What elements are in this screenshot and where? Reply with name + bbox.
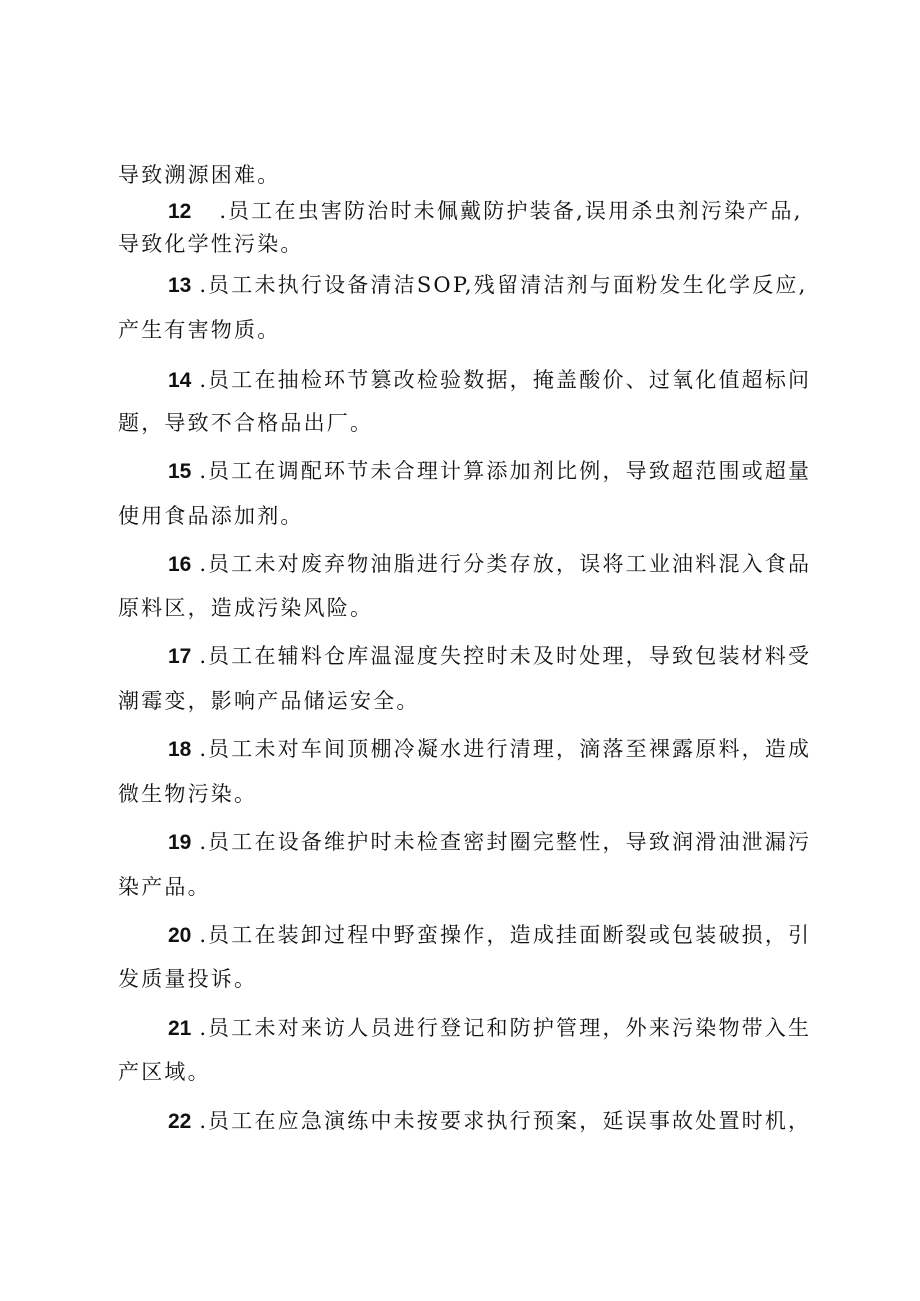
paragraph-continuation [118,160,818,190]
item-number: 15 [168,460,192,483]
item-dot: . [199,368,207,392]
item-continuation [118,593,818,623]
list-item [168,1106,818,1137]
item-dot: . [199,273,207,297]
item-cont-text: 产生有害物质。 [118,318,281,342]
item-text: 员工在设备维护时未检查密封圈完整性，导致润滑油泄漏污 [208,830,812,854]
item-number: 19 [168,831,192,854]
item-continuation [118,408,818,438]
item-cont-text: 染产品。 [118,875,211,899]
item-number: 22 [168,1110,192,1133]
item-number: 18 [168,738,192,761]
item-text: 员工未对废弃物油脂进行分类存放，误将工业油料混入食品 [208,552,812,576]
list-item [168,549,818,580]
lead-text: 导致溯源困难。 [118,163,281,187]
item-cont-text: 使用食品添加剂。 [118,504,304,528]
item-continuation [118,229,818,259]
item-continuation [118,315,818,345]
item-cont-text: 发质量投诉。 [118,967,258,991]
list-item [168,365,818,396]
item-text: 员工在装卸过程中野蛮操作，造成挂面断裂或包装破损，引 [208,923,812,947]
item-text: 员工在抽检环节篡改检验数据，掩盖酸价、过氧化值超标问 [208,368,812,392]
item-continuation [118,779,818,809]
item-dot: . [199,644,207,668]
item-text: 员工未对车间顶棚冷凝水进行清理，滴落至裸露原料，造成 [208,737,812,761]
item-text: 员工在辅料仓库温湿度失控时未及时处理，导致包装材料受 [208,644,812,668]
item-dot: . [199,1016,207,1040]
item-number: 16 [168,553,192,576]
item-number: 17 [168,645,192,668]
item-number: 20 [168,924,192,947]
item-continuation [118,686,818,716]
item-text: 员工在应急演练中未按要求执行预案，延误事故处置时机， [208,1109,812,1133]
item-cont-text: 原料区，造成污染风险。 [118,596,374,620]
item-continuation [118,964,818,994]
item-number: 13 [168,274,192,297]
item-dot: . [199,923,207,947]
item-cont-text: 微生物污染。 [118,782,258,806]
item-dot: . [199,737,207,761]
item-continuation [118,872,818,902]
list-item [168,196,818,227]
item-text: 员工未执行设备清洁SOP,残留清洁剂与面粉发生化学反应, [208,273,808,297]
item-number: 14 [168,369,192,392]
list-item [168,456,818,487]
item-number: 21 [168,1017,192,1040]
item-cont-text: 导致化学性污染。 [118,232,304,256]
list-item [168,270,818,301]
list-item [168,734,818,765]
list-item [168,827,818,858]
item-cont-text: 产区域。 [118,1060,211,1084]
item-text: 员工在调配环节未合理计算添加剂比例，导致超范围或超量 [208,459,812,483]
item-text: 员工在虫害防治时未佩戴防护装备,误用杀虫剂污染产品, [228,199,803,223]
item-number: 12 [168,200,192,223]
item-dot: . [199,459,207,483]
item-dot: . [199,552,207,576]
list-item [168,920,818,951]
item-continuation [118,1057,818,1087]
list-item [168,641,818,672]
item-cont-text: 题，导致不合格品出厂。 [118,411,374,435]
item-text: 员工未对来访人员进行登记和防护管理，外来污染物带入生 [208,1016,812,1040]
item-cont-text: 潮霉变，影响产品储运安全。 [118,689,420,713]
item-continuation [118,501,818,531]
item-dot: . [199,830,207,854]
item-dot: . [219,199,227,223]
item-dot: . [199,1109,207,1133]
list-item [168,1013,818,1044]
